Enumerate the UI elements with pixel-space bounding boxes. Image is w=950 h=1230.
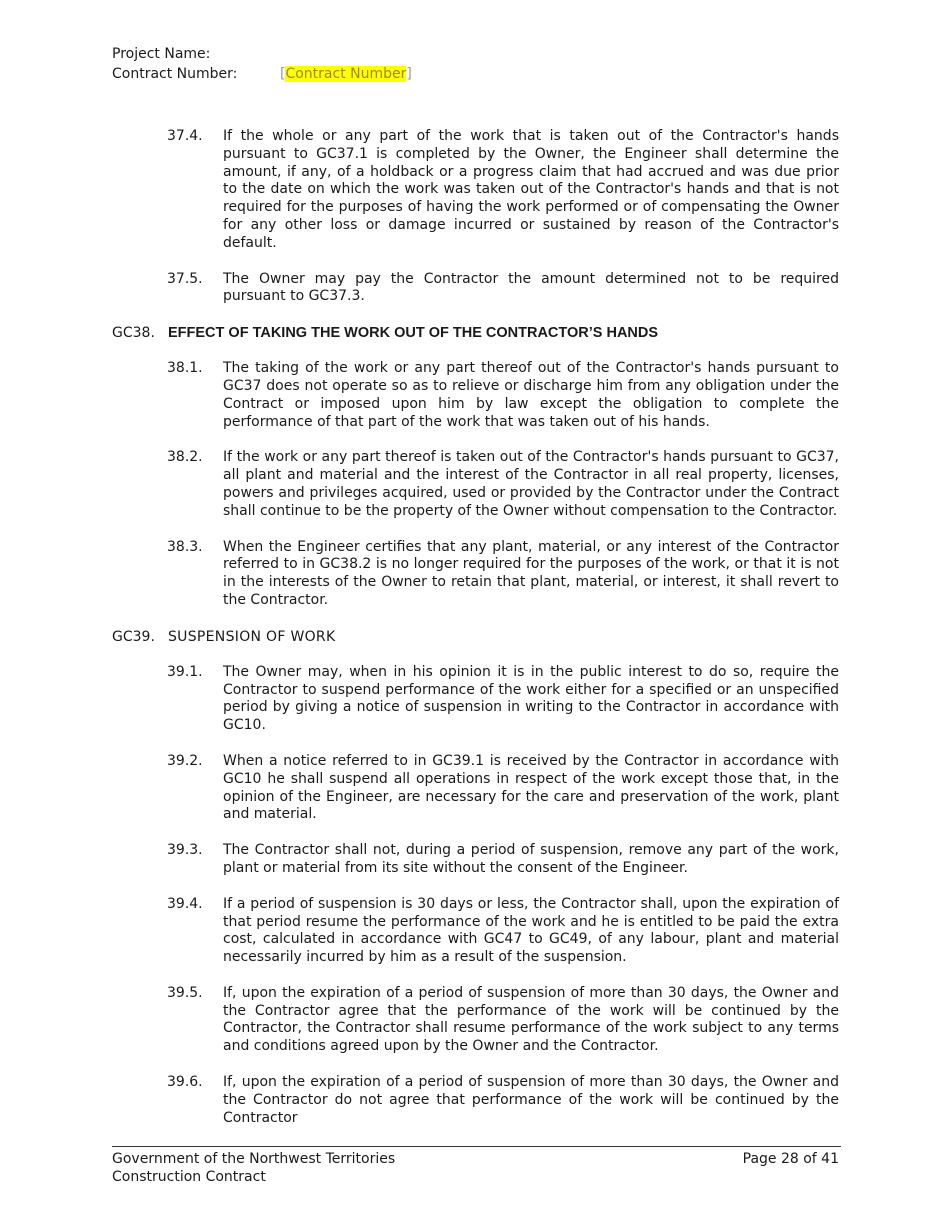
contract-number-row	[112, 64, 412, 84]
section-heading-gc38	[112, 324, 839, 342]
paragraph-number: 39.3.	[167, 842, 203, 859]
section-number: GC39.	[112, 628, 155, 645]
contract-number-value: Contract Number	[285, 66, 407, 82]
page-number: Page 28 of 41	[742, 1151, 839, 1167]
paragraph-number: 38.2.	[167, 449, 203, 466]
section-title: EFFECT OF TAKING THE WORK OUT OF THE CONTRACTOR’S HANDS	[168, 325, 659, 342]
project-name-row	[112, 44, 412, 64]
footer-org	[112, 1150, 395, 1186]
paragraph-39-3	[112, 842, 839, 878]
bracket-open: [	[280, 66, 286, 82]
paragraph-text: If, upon the expiration of a period of suspension of more than 30 days, the Owner and the Contractor do not agree that performance of the work will be continued by the Contractor	[223, 1074, 839, 1126]
paragraph-number: 38.1.	[167, 360, 203, 377]
contract-number-field[interactable]	[280, 64, 412, 84]
paragraph-number: 39.2.	[167, 752, 203, 769]
paragraph-39-6	[112, 1074, 839, 1127]
footer-org-line1: Government of the Northwest Territories	[112, 1151, 396, 1167]
paragraph-number: 39.6.	[167, 1074, 203, 1091]
paragraph-37-5	[112, 271, 839, 307]
footer-org-line2: Construction Contract	[112, 1169, 266, 1185]
paragraph-37-4	[112, 128, 839, 253]
section-heading-gc39	[112, 628, 839, 646]
paragraph-text: If the work or any part thereof is taken out of the Contractor's hands pursuant to GC37, all plant and material and the interest of the Contractor in all real property, licenses, powers and privileges acquired, used or provided by the Contractor under the Contract shall continue to be the property of the Owner without compensation to the Contractor.	[223, 449, 839, 519]
paragraph-text: If a period of suspension is 30 days or less, the Contractor shall, upon the expiration of that period resume the performance of the work and he is entitled to be paid the extra cost, calculated in accordance with GC47 to GC49, of any labour, plant and material necessarily incurred by him as a result of the suspension.	[223, 895, 839, 966]
paragraph-38-1	[112, 360, 839, 431]
contract-number-label: Contract Number:	[112, 66, 238, 82]
paragraph-39-5	[112, 985, 839, 1056]
project-name-label: Project Name:	[112, 46, 211, 62]
paragraph-number: 39.1.	[167, 663, 203, 680]
paragraph-number: 39.5.	[167, 984, 203, 1001]
bracket-close: ]	[406, 66, 412, 82]
paragraph-39-4	[112, 896, 839, 967]
section-title: SUSPENSION OF WORK	[168, 628, 336, 645]
paragraph-text: The Contractor shall not, during a period of suspension, remove any part of the work, plant or material from its site without the consent of the Engineer.	[223, 842, 839, 876]
paragraph-38-2	[112, 449, 839, 520]
paragraph-39-2	[112, 753, 839, 824]
paragraph-text: When a notice referred to in GC39.1 is received by the Contractor in accordance with GC10 he shall suspend all operations in respect of the work except those that, in the opinion of the Engineer, are necessary for the care and preservation of the work, plant and material.	[223, 752, 839, 823]
page-footer	[112, 1146, 841, 1186]
paragraph-39-1	[112, 664, 839, 735]
paragraph-text: The Owner may, when in his opinion it is in the public interest to do so, require the Contractor to suspend performance of the work either for a specified or an unspecified period by giving a notice of suspension in writing to the Contractor in accordance with GC10.	[223, 663, 839, 734]
paragraph-text: If the whole or any part of the work that is taken out of the Contractor's hands pursuant to GC37.1 is completed by the Owner, the Engineer shall determine the amount, if any, of a holdback or a progress claim that had accrued and was due prior to the date on which the work was taken out of the Contractor's hands and that is not required for the purposes of having the work performed or of compensating the Owner for any other loss or damage incurred or sustained by reason of the Contractor's default.	[223, 128, 839, 251]
paragraph-number: 37.5.	[167, 270, 203, 287]
paragraph-text: If, upon the expiration of a period of suspension of more than 30 days, the Owner and the Contractor agree that the performance of the work will be continued by the Contractor, the Contractor shall resume performance of the work subject to any terms and conditions agreed upon by the Owner and the Contractor.	[223, 984, 839, 1055]
document-body	[112, 128, 839, 1145]
page-header	[112, 44, 412, 84]
paragraph-text: The Owner may pay the Contractor the amount determined not to be required pursuant to GC37.3.	[223, 270, 839, 305]
paragraph-number: 38.3.	[167, 538, 203, 555]
paragraph-38-3	[112, 539, 839, 610]
paragraph-text: When the Engineer certifies that any plant, material, or any interest of the Contractor referred to in GC38.2 is no longer required for the purposes of the work, or that it is not in the interests of the Owner to retain that plant, material, or interest, it shall revert to the Contractor.	[223, 538, 839, 608]
paragraph-number: 37.4.	[167, 128, 203, 144]
section-number: GC38.	[112, 325, 155, 342]
paragraph-text: The taking of the work or any part thereof out of the Contractor's hands pursuant to GC37 does not operate so as to relieve or discharge him from any obligation under the Contract or imposed upon him by law except the obligation to complete the performance of that part of the work that was taken out of his hands.	[223, 360, 839, 430]
paragraph-number: 39.4.	[167, 895, 203, 912]
